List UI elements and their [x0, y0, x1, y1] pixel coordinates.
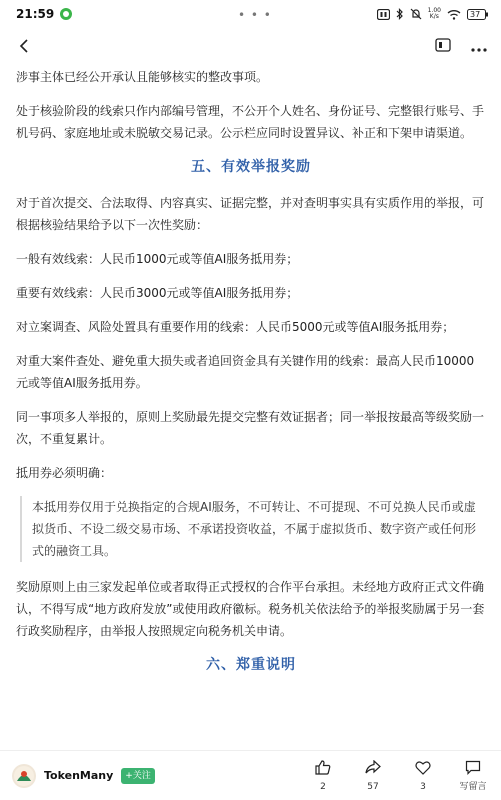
favorite-count: 3 [420, 781, 426, 792]
wifi-icon [447, 9, 461, 20]
reward-tier-general: 一般有效线索：人民币1000元或等值AI服务抵用券； [16, 252, 299, 266]
author-avatar[interactable] [12, 764, 36, 788]
comment-icon [465, 760, 481, 779]
share-button[interactable] [357, 760, 389, 792]
reward-tier-major-case: 对重大案件查处、避免重大损失或者追回资金具有关键作用的线索：最高人民币10000元或等值AI服务抵用券。 [16, 354, 475, 390]
back-icon[interactable] [14, 36, 34, 56]
voucher-notice-quote: 本抵用券仅用于兑换指定的合规AI服务，不可转让、不可提现、不可兑换人民币或虚拟货币、不设二级交易市场、不承诺投资收益，不属于虚拟货币、数字资产或任何形式的融资工具。 [20, 496, 486, 562]
wechat-notification-icon [60, 8, 72, 20]
battery-icon [467, 9, 489, 20]
network-speed-icon: 1.00 K/s [427, 7, 441, 20]
reward-tier-case-filing: 对立案调查、风险处置具有重要作用的线索：人民币5000元或等值AI服务抵用券； [16, 320, 455, 334]
thumbs-up-icon [315, 760, 331, 779]
article-paragraph: 抵用券必须明确： [16, 466, 113, 480]
status-right [377, 8, 489, 20]
status-bar [0, 0, 501, 28]
bottom-bar [0, 750, 501, 800]
share-icon [365, 760, 381, 779]
article-paragraph: 奖励原则上由三家发起单位或者取得正式授权的合作平台承担。未经地方政府正式文件确认，不得写成“地方政府发放”或使用政府徽标。税务机关依法给予的举报奖励属于另一套行政奖励程序，由举报人按照规定向税务机关申请。 [16, 580, 485, 638]
section-heading-declaration: 六、郑重说明 [206, 657, 296, 673]
follow-button[interactable]: +关注 [121, 768, 155, 784]
nfc-icon [377, 9, 390, 20]
section-heading-rewards: 五、有效举报奖励 [191, 159, 311, 175]
like-count: 2 [320, 781, 326, 792]
nav-bar [0, 28, 501, 64]
floating-window-icon[interactable] [435, 37, 451, 56]
article-paragraph: 同一事项多人举报的，原则上奖励最先提交完整有效证据者；同一举报按最高等级奖励一次，不重复累计。 [16, 410, 485, 446]
article-actions [307, 760, 489, 792]
reward-tier-important: 重要有效线索：人民币3000元或等值AI服务抵用券； [16, 286, 299, 300]
mute-icon [410, 8, 422, 20]
like-button[interactable] [307, 760, 339, 792]
more-icon[interactable] [471, 37, 487, 56]
author-name[interactable]: TokenMany [44, 769, 114, 782]
article-body [16, 66, 486, 676]
favorite-button[interactable] [407, 760, 439, 792]
comment-label: 写留言 [459, 781, 487, 792]
status-dots: • • • [238, 8, 272, 22]
article-paragraph: 涉事主体已经公开承认且能够核实的整改事项。 [16, 70, 269, 84]
share-count: 57 [367, 781, 379, 792]
status-time: 21:59 [16, 7, 55, 21]
comment-button[interactable] [457, 760, 489, 792]
heart-icon [415, 760, 431, 779]
nav-right [435, 37, 487, 56]
article-paragraph: 处于核验阶段的线索只作内部编号管理，不公开个人姓名、身份证号、完整银行账号、手机号码、家庭地址或未脱敏交易记录。公示栏应同时设置异议、补正和下架申请渠道。 [16, 104, 485, 140]
bluetooth-icon [396, 8, 404, 20]
article-paragraph: 对于首次提交、合法取得、内容真实、证据完整，并对查明事实具有实质作用的举报，可根据核验结果给予以下一次性奖励： [16, 196, 485, 232]
battery-level: 37 [470, 9, 481, 19]
